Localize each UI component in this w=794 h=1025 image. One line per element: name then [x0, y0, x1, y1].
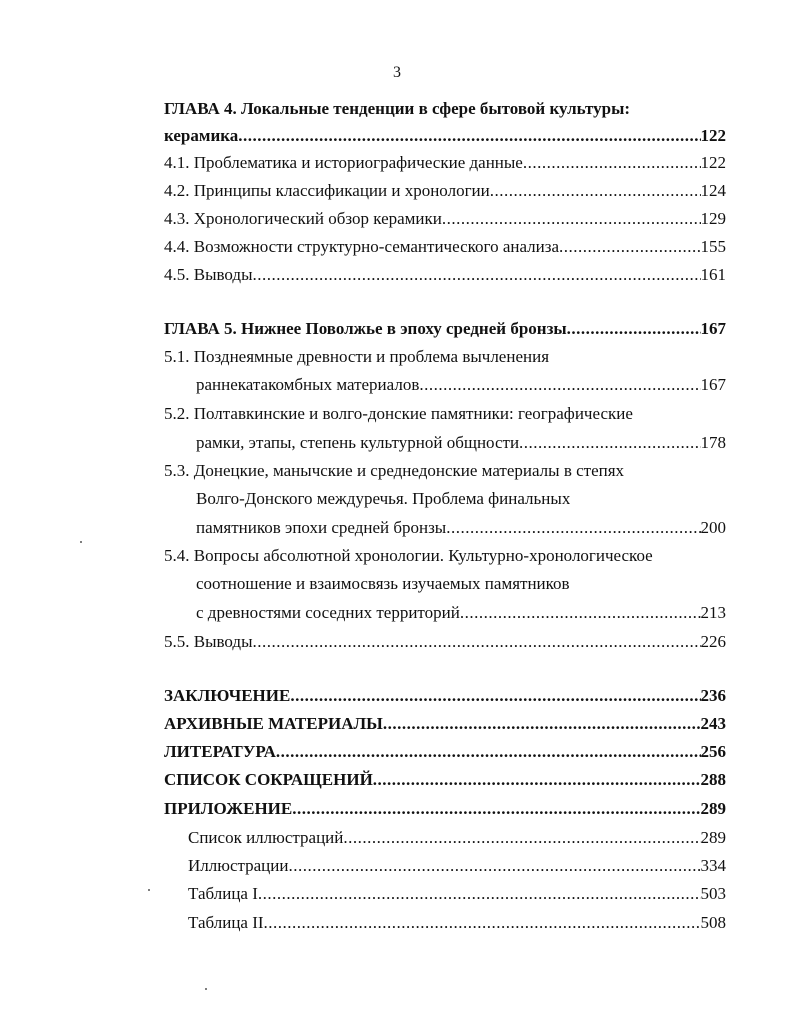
page-ref: 129: [700, 209, 726, 228]
toc-entry-text: СПИСОК СОКРАЩЕНИЙ: [164, 770, 373, 789]
toc-entry-5-3-line1: 5.3. Донецкие, манычские и среднедонские материалы в степях: [164, 461, 625, 480]
toc-entry-text: 4.3. Хронологический обзор керамики: [164, 209, 442, 228]
page-ref: 200: [700, 518, 726, 537]
dot-leader: [238, 124, 700, 148]
dot-leader: [383, 712, 701, 736]
toc-entry-5-4-line1: 5.4. Вопросы абсолютной хронологии. Культурно-хронологическое: [164, 546, 653, 565]
toc-entry-table-1[interactable]: [188, 882, 726, 906]
toc-entry-text: ПРИЛОЖЕНИЕ: [164, 799, 293, 818]
toc-entry-text: Иллюстрации: [188, 856, 289, 875]
toc-entry-literature[interactable]: [164, 740, 726, 764]
scan-speck: [148, 889, 150, 891]
toc-entry-illustration-list[interactable]: [188, 826, 726, 850]
dot-leader: [419, 373, 700, 397]
dot-leader: [460, 601, 701, 625]
page-ref: 155: [700, 237, 726, 256]
page-number: 3: [393, 64, 401, 81]
page-ref: 288: [700, 770, 726, 789]
chapter4-title-line2: керамика: [164, 126, 239, 145]
toc-entry-text: 4.2. Принципы классификации и хронологии: [164, 181, 490, 200]
page-ref: 289: [700, 799, 726, 818]
toc-entry-5-3-line2: Волго-Донского междуречья. Проблема финальных: [196, 489, 571, 508]
page-ref: 122: [700, 126, 726, 145]
toc-entry-5-4[interactable]: [196, 601, 726, 625]
page-ref: 289: [700, 828, 726, 847]
scan-speck: [80, 541, 82, 543]
page-ref: 213: [700, 603, 726, 622]
toc-entry-5-1-line1: 5.1. Позднеямные древности и проблема вычленения: [164, 347, 550, 366]
page-ref: 167: [700, 319, 726, 338]
page-ref: 122: [700, 153, 726, 172]
toc-entry-appendix[interactable]: [164, 797, 726, 821]
chapter4-title-entry[interactable]: [164, 124, 726, 148]
dot-leader: [276, 740, 701, 764]
chapter5-title: ГЛАВА 5. Нижнее Поволжье в эпоху средней бронзы: [164, 319, 567, 338]
toc-entry-4-2[interactable]: [164, 179, 726, 203]
dot-leader: [253, 263, 701, 287]
toc-entry-text: 5.5. Выводы: [164, 632, 253, 651]
dot-leader: [446, 516, 700, 540]
dot-leader: [373, 768, 701, 792]
dot-leader: [290, 684, 700, 708]
dot-leader: [559, 235, 701, 259]
page-ref: 508: [700, 913, 726, 932]
toc-entry-4-4[interactable]: [164, 235, 726, 259]
dot-leader: [567, 317, 701, 341]
dot-leader: [343, 826, 700, 850]
dot-leader: [292, 797, 700, 821]
toc-entry-text: АРХИВНЫЕ МАТЕРИАЛЫ: [164, 714, 383, 733]
toc-entry-text: с древностями соседних территорий: [196, 603, 460, 622]
toc-entry-table-2[interactable]: [188, 911, 726, 935]
toc-entry-text: 4.5. Выводы: [164, 265, 253, 284]
toc-entry-5-3[interactable]: [196, 516, 726, 540]
page-ref: 167: [700, 375, 726, 394]
page-ref: 243: [700, 714, 726, 733]
toc-entry-4-3[interactable]: [164, 207, 726, 231]
dot-leader: [442, 207, 701, 231]
toc-entry-text: памятников эпохи средней бронзы: [196, 518, 447, 537]
page-ref: 236: [700, 686, 726, 705]
chapter4-title-line1: ГЛАВА 4. Локальные тенденции в сфере бытовой культуры:: [164, 99, 630, 118]
page-ref: 256: [700, 742, 726, 761]
toc-entry-text: Таблица I: [188, 884, 258, 903]
toc-entry-text: ЛИТЕРАТУРА: [164, 742, 276, 761]
toc-entry-text: Список иллюстраций: [188, 828, 344, 847]
toc-entry-5-2[interactable]: [196, 431, 726, 455]
page-ref: 124: [700, 181, 726, 200]
toc-entry-text: 4.4. Возможности структурно-семантического анализа: [164, 237, 559, 256]
toc-entry-text: Таблица II: [188, 913, 264, 932]
page-ref: 503: [700, 884, 726, 903]
toc-entry-4-5[interactable]: [164, 263, 726, 287]
toc-entry-text: 4.1. Проблематика и историографические данные: [164, 153, 523, 172]
page-ref: 226: [700, 632, 726, 651]
dot-leader: [288, 854, 700, 878]
dot-leader: [523, 151, 701, 175]
dot-leader: [258, 882, 701, 906]
dot-leader: [490, 179, 701, 203]
toc-entry-archives[interactable]: [164, 712, 726, 736]
toc-entry-text: раннекатакомбных материалов: [196, 375, 420, 394]
page-ref: 334: [700, 856, 726, 875]
toc-entry-5-1[interactable]: [196, 373, 726, 397]
dot-leader: [253, 630, 701, 654]
toc-entry-5-5[interactable]: [164, 630, 726, 654]
page-ref: 178: [700, 433, 726, 452]
dot-leader: [519, 431, 700, 455]
toc-entry-conclusion[interactable]: [164, 684, 726, 708]
toc-entry-4-1[interactable]: [164, 151, 726, 175]
toc-entry-5-4-line2: соотношение и взаимосвязь изучаемых памятников: [196, 574, 570, 593]
toc-entry-illustrations[interactable]: [188, 854, 726, 878]
dot-leader: [264, 911, 701, 935]
toc-entry-text: рамки, этапы, степень культурной общности: [196, 433, 520, 452]
toc-entry-5-2-line1: 5.2. Полтавкинские и волго-донские памятники: географические: [164, 404, 633, 423]
toc-entry-text: ЗАКЛЮЧЕНИЕ: [164, 686, 291, 705]
toc-entry-abbreviations[interactable]: [164, 768, 726, 792]
scan-speck: [205, 988, 207, 990]
page-ref: 161: [700, 265, 726, 284]
chapter5-title-entry[interactable]: [164, 317, 726, 341]
